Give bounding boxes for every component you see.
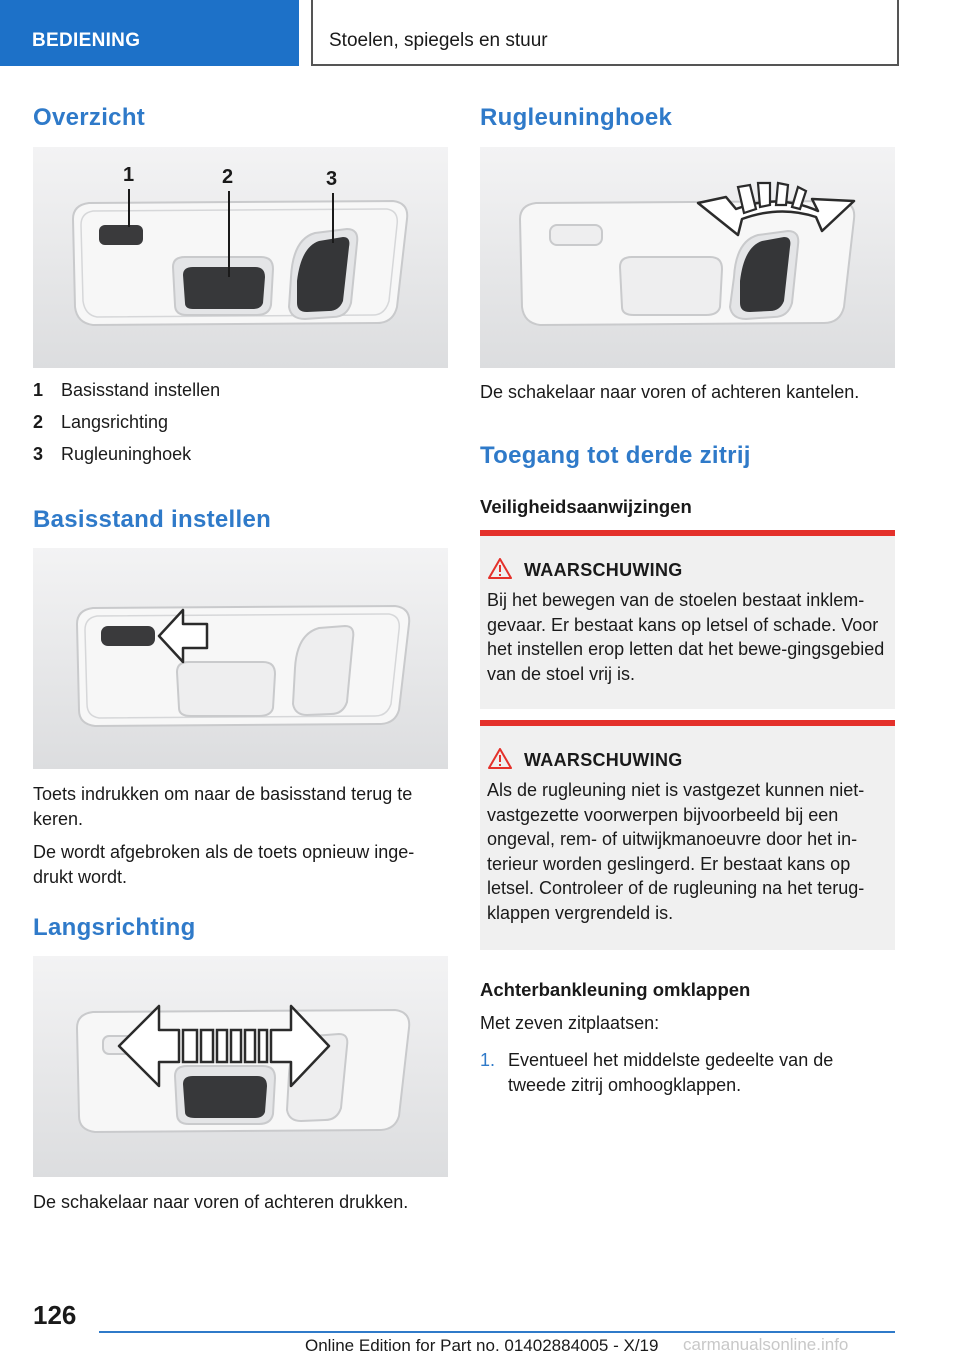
fold-intro: Met zeven zitplaatsen: bbox=[480, 1013, 660, 1033]
warning-title: WAARSCHUWING bbox=[524, 559, 683, 580]
callout-1: 1 bbox=[123, 164, 135, 186]
legend-number: 3 bbox=[33, 444, 44, 464]
warning-header bbox=[488, 748, 683, 774]
chapter-title: Stoelen, spiegels en stuur bbox=[329, 30, 548, 51]
basic-position-text-1: Toets indrukken om naar de basisstand terug te keren. bbox=[33, 784, 413, 829]
legend-item bbox=[33, 412, 448, 444]
basic-position-figure bbox=[33, 548, 448, 769]
basic-position-heading: Basisstand instellen bbox=[33, 506, 272, 533]
legend-label: Langsrichting bbox=[61, 412, 169, 432]
warning-box bbox=[480, 530, 895, 709]
step-text: Eventueel het middelste gedeelte van de tweede zitrij omhoogklappen. bbox=[508, 1050, 834, 1095]
backrest-heading: Rugleuninghoek bbox=[480, 104, 673, 131]
section-tab bbox=[0, 0, 299, 66]
fold-heading: Achterbankleuning omklappen bbox=[480, 979, 751, 1000]
warning-text: Als de rugleuning niet is vastgezet kunnen niet-vastgezette voorwerpen bijvoorbeeld bij een ongeval, rem- of uitwijkmanoeuvre door het in-terieur worden geslingerd. Er bestaat kans op letsel. Controleer of de rugleuning na het terug-klappen vergrendeld is. bbox=[487, 780, 865, 923]
footer-divider bbox=[99, 1331, 895, 1333]
section-title: BEDIENING bbox=[32, 30, 141, 51]
page-header bbox=[0, 0, 960, 66]
longitudinal-text: De schakelaar naar voren of achteren drukken. bbox=[33, 1192, 409, 1212]
legend-item bbox=[33, 380, 448, 412]
backrest-text: De schakelaar naar voren of achteren kantelen. bbox=[480, 382, 860, 402]
warning-title: WAARSCHUWING bbox=[524, 749, 683, 770]
warning-text: Bij het bewegen van de stoelen bestaat inklem-gevaar. Er bestaat kans op letsel of schade. Voor het instellen erop letten dat het bewe-gingsgebied van de stoel vrij is. bbox=[487, 590, 885, 684]
legend-label: Basisstand instellen bbox=[61, 380, 221, 400]
warning-box bbox=[480, 720, 895, 950]
legend-number: 1 bbox=[33, 380, 44, 400]
warning-triangle-icon bbox=[488, 748, 512, 774]
longitudinal-heading: Langsrichting bbox=[33, 914, 196, 941]
callout-2: 2 bbox=[222, 166, 234, 188]
legend-label: Rugleuninghoek bbox=[61, 444, 192, 464]
page-number: 126 bbox=[33, 1300, 77, 1330]
backrest-figure bbox=[480, 147, 895, 368]
third-row-heading: Toegang tot derde zitrij bbox=[480, 442, 751, 469]
overview-legend bbox=[33, 380, 448, 476]
callout-3: 3 bbox=[326, 168, 338, 190]
warning-header bbox=[488, 558, 683, 584]
basic-position-text-2: De wordt afgebroken als de toets opnieuw inge-drukt wordt. bbox=[33, 842, 415, 887]
watermark: carmanualsonline.info bbox=[683, 1335, 849, 1354]
safety-heading: Veiligheidsaanwijzingen bbox=[480, 496, 692, 517]
legend-item bbox=[33, 444, 448, 476]
chapter-tab bbox=[311, 0, 899, 66]
overview-heading: Overzicht bbox=[33, 104, 146, 131]
step-number: 1. bbox=[480, 1050, 496, 1070]
longitudinal-figure bbox=[33, 956, 448, 1177]
edition-text: Online Edition for Part no. 01402884005 - X/19 bbox=[305, 1336, 659, 1355]
warning-triangle-icon bbox=[488, 558, 512, 584]
legend-number: 2 bbox=[33, 412, 44, 432]
overview-figure bbox=[33, 147, 448, 368]
